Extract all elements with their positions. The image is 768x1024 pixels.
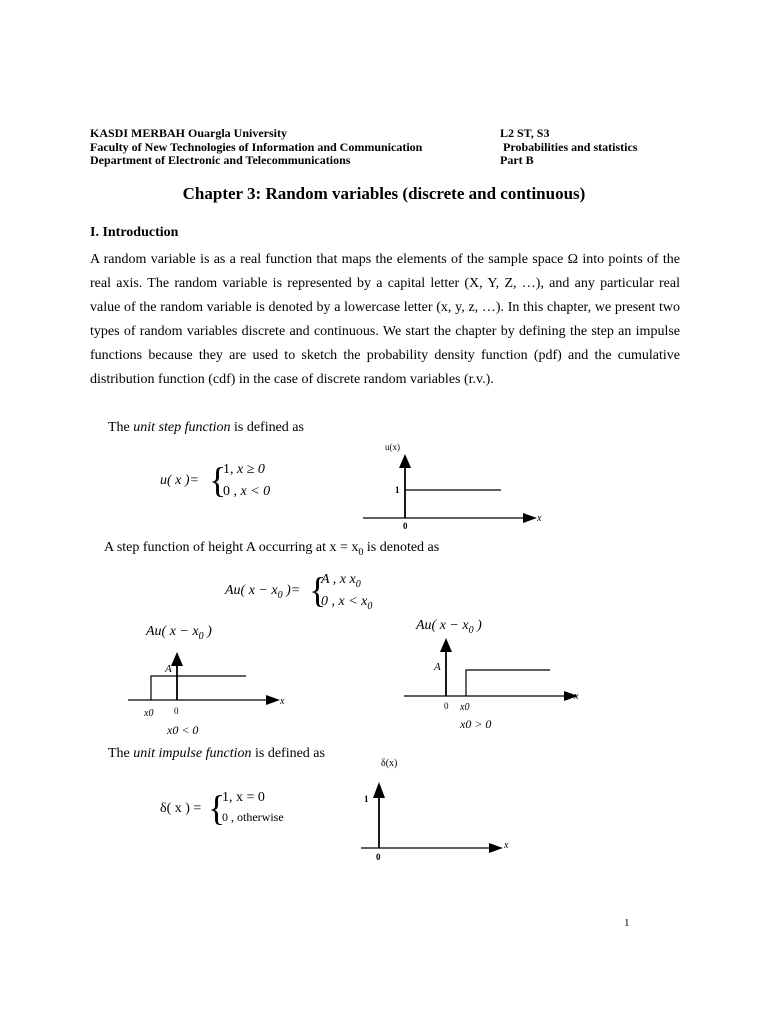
shifted-right-height-label: A bbox=[434, 661, 441, 673]
unit-step-case2 bbox=[223, 484, 270, 500]
unit-impulse-caption-post: is defined as bbox=[251, 746, 325, 761]
header-right bbox=[500, 127, 637, 168]
shifted-step-caption bbox=[104, 540, 439, 558]
unit-step-height-label: 1 bbox=[395, 485, 400, 495]
shifted-left-step-line bbox=[151, 676, 246, 700]
shifted-left-zero-label: 0 bbox=[174, 706, 179, 716]
shifted-left-x-arrow bbox=[266, 695, 280, 705]
shifted-left-y-arrow bbox=[171, 652, 183, 666]
unit-step-case1-condition: x ≥ 0 bbox=[237, 462, 265, 477]
intro-paragraph: A random variable is as a real function that maps the elements of the sample space Ω into points of the real axis. The random variable is represented by a capital letter (X, Y, Z, …), and any particular real value of the random variable is denoted by a lowercase letter (x, y, z, …). In this chapter, we present two types of random variables discrete and continuous. We start the chapter by defining the step an impulse functions because they are used to sketch the probability density function (pdf) and the cumulative distribution function (cdf) in the case of discrete random variables (r.v.). bbox=[90, 252, 680, 387]
shifted-step-case1 bbox=[321, 572, 361, 590]
unit-impulse-caption-pre: The bbox=[108, 746, 134, 761]
unit-impulse-case2: 0 , otherwise bbox=[222, 810, 284, 824]
shifted-left-title-main: Au( x − x bbox=[146, 624, 199, 639]
shifted-right-title-post: ) bbox=[473, 618, 482, 633]
unit-step-case1-value: 1, bbox=[223, 462, 237, 477]
shifted-left-xlabel: x bbox=[280, 696, 285, 707]
header-university: KASDI MERBAH Ouargla University bbox=[90, 126, 288, 140]
unit-step-equation bbox=[160, 460, 300, 504]
unit-impulse-case1-condition: x = 0 bbox=[236, 790, 265, 805]
shifted-step-left-plot bbox=[120, 640, 300, 740]
header-course: Probabilities and statistics bbox=[503, 139, 638, 154]
shifted-step-brace: { bbox=[309, 570, 327, 610]
shifted-left-title-sub: 0 bbox=[198, 630, 204, 642]
shifted-right-title-sub: 0 bbox=[468, 624, 474, 636]
shifted-right-step-line bbox=[466, 670, 550, 696]
unit-step-xlabel: x bbox=[537, 513, 542, 524]
shifted-step-case2 bbox=[321, 594, 372, 612]
unit-step-caption-pre: The bbox=[108, 420, 134, 435]
shifted-right-x0-label: x0 bbox=[460, 702, 470, 713]
unit-impulse-brace: { bbox=[208, 788, 226, 828]
unit-impulse-x-arrow bbox=[489, 843, 503, 853]
unit-impulse-caption bbox=[108, 746, 325, 762]
shifted-step-lhs-main: Au( x − x bbox=[225, 583, 278, 598]
shifted-right-y-arrow bbox=[440, 638, 452, 652]
unit-step-caption bbox=[108, 420, 304, 436]
unit-step-case2-value: 0 , bbox=[223, 484, 241, 499]
unit-step-case2-condition: x < 0 bbox=[240, 484, 271, 499]
unit-step-case1 bbox=[223, 462, 265, 478]
intro-heading: I. Introduction bbox=[90, 225, 179, 240]
shifted-left-condition: x0 < 0 bbox=[167, 723, 199, 737]
unit-step-y-arrow bbox=[399, 454, 411, 468]
unit-impulse-ylabel: δ(x) bbox=[381, 758, 398, 769]
unit-step-lhs: u( x )= bbox=[160, 473, 199, 488]
unit-step-caption-post: is defined as bbox=[230, 420, 304, 435]
header-left bbox=[90, 127, 422, 168]
unit-impulse-height-label: 1 bbox=[364, 794, 369, 804]
shifted-step-caption-post: is denoted as bbox=[363, 540, 440, 555]
shifted-step-caption-sub: 0 bbox=[358, 546, 364, 558]
unit-impulse-xlabel: x bbox=[504, 840, 509, 851]
shifted-step-caption-main: A step function of height A occurring at x = x bbox=[104, 540, 359, 555]
unit-step-ylabel: u(x) bbox=[385, 442, 400, 452]
unit-impulse-term: unit impulse function bbox=[133, 746, 252, 761]
shifted-step-case1-main: A , x x bbox=[321, 572, 356, 587]
shifted-step-right-plot bbox=[398, 632, 588, 738]
page-number: 1 bbox=[624, 917, 630, 929]
shifted-step-lhs-sub: 0 bbox=[277, 589, 283, 601]
unit-impulse-case1-value: 1, bbox=[222, 790, 236, 805]
shifted-step-case2-main: 0 , x < x bbox=[321, 594, 368, 609]
unit-impulse-equation bbox=[160, 788, 320, 832]
shifted-step-lhs-post: )= bbox=[282, 583, 301, 598]
shifted-step-case2-sub: 0 bbox=[367, 600, 373, 612]
unit-impulse-plot bbox=[355, 754, 525, 866]
shifted-right-title-main: Au( x − x bbox=[416, 618, 469, 633]
shifted-right-condition: x0 > 0 bbox=[460, 717, 492, 731]
chapter-title: Chapter 3: Random variables (discrete and continuous) bbox=[182, 184, 586, 203]
shifted-step-equation bbox=[225, 570, 405, 614]
shifted-left-height-label: A bbox=[165, 663, 172, 675]
header-faculty: Faculty of New Technologies of Information and Communication bbox=[90, 139, 423, 154]
unit-step-term: unit step function bbox=[133, 420, 231, 435]
unit-impulse-lhs: δ( x ) = bbox=[160, 801, 202, 816]
unit-step-plot bbox=[355, 438, 555, 534]
unit-step-origin-label: 0 bbox=[403, 521, 408, 531]
shifted-left-title-post: ) bbox=[203, 624, 212, 639]
header-department: Department of Electronic and Telecommunications bbox=[90, 153, 351, 167]
unit-step-x-arrow bbox=[523, 513, 537, 523]
unit-step-brace: { bbox=[209, 460, 227, 500]
shifted-right-xlabel: x bbox=[574, 691, 579, 702]
unit-impulse-case1 bbox=[222, 790, 265, 806]
shifted-left-x0-label: x0 bbox=[144, 708, 154, 719]
unit-impulse-origin-label: 0 bbox=[376, 852, 381, 862]
header-level: L2 ST, S3 bbox=[500, 126, 550, 140]
header-part: Part B bbox=[500, 153, 534, 167]
shifted-right-zero-label: 0 bbox=[444, 701, 449, 711]
shifted-step-lhs bbox=[225, 583, 300, 601]
unit-impulse-arrow bbox=[373, 782, 385, 798]
shifted-step-case1-sub: 0 bbox=[355, 578, 361, 590]
